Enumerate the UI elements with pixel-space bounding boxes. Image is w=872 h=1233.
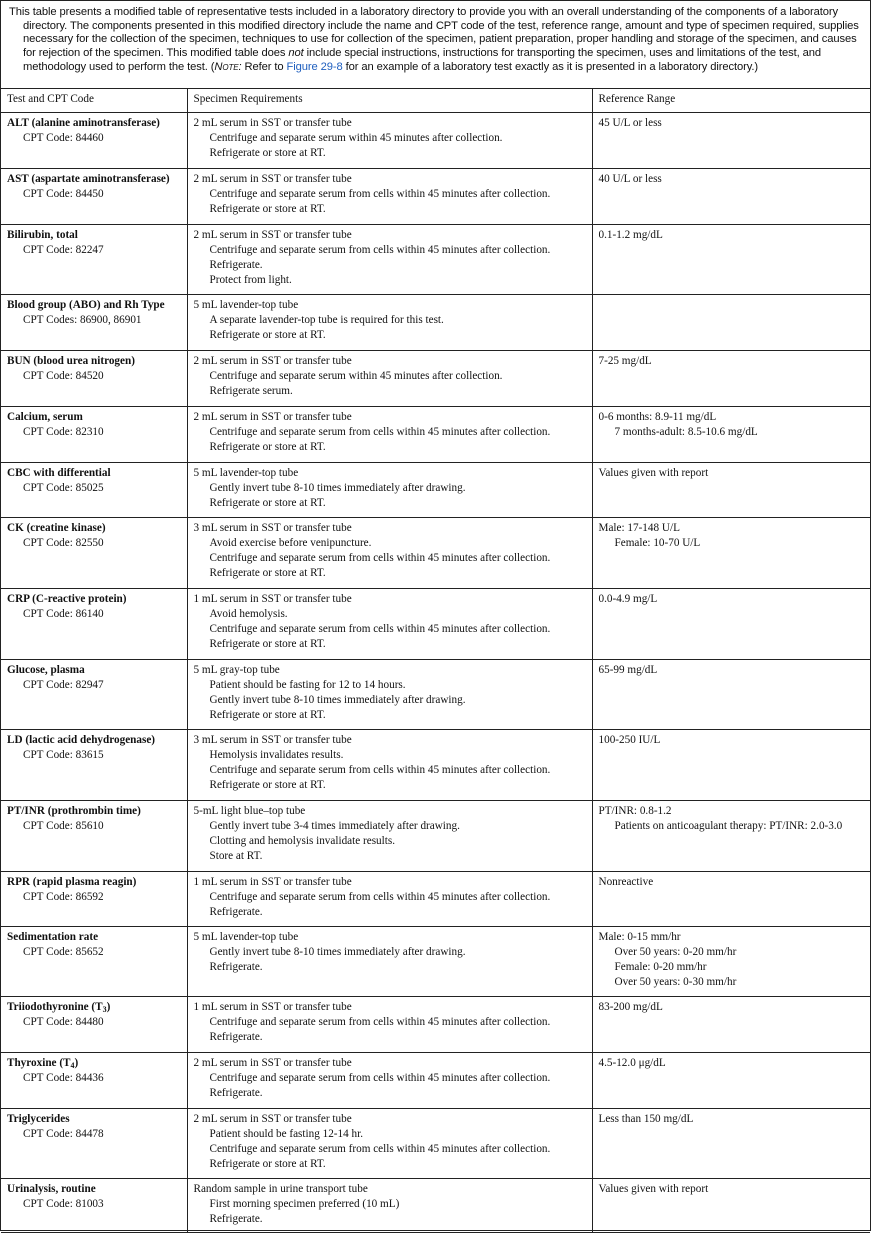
specimen-requirement: Random sample in urine transport tube <box>193 1182 368 1195</box>
test-name-end: ) <box>74 1056 79 1069</box>
specimen-requirement: 2 mL serum in SST or transfer tube <box>193 1112 352 1125</box>
specimen-instruction: Avoid exercise before venipuncture. <box>209 536 372 549</box>
reference-range-value: Male: 0-15 mm/hr <box>598 930 681 943</box>
cpt-code: CPT Code: 85610 <box>23 819 104 832</box>
test-name-text: Urinalysis, routine <box>7 1182 96 1195</box>
specimen-instruction: Refrigerate or store at RT. <box>209 709 326 722</box>
specimen-cell <box>187 1108 592 1178</box>
test-name <box>7 733 187 748</box>
table-row <box>1 800 870 871</box>
test-cell <box>1 294 187 350</box>
specimen-instruction: Refrigerate or store at RT. <box>209 147 326 160</box>
reference-range-value: Male: 17-148 U/L <box>598 521 680 534</box>
reference-range-value: 0.0-4.9 mg/L <box>598 592 658 605</box>
specimen-cell <box>187 729 592 800</box>
table-row <box>1 659 870 729</box>
reference-range-value: PT/INR: 0.8-1.2 <box>598 804 672 817</box>
intro-text-b: include special instructions, instructions for transporting the specimen, uses and limitations of the test, and methodology used to perform the test. ( <box>23 47 821 73</box>
reference-range-cell <box>592 1178 870 1232</box>
table-row <box>1 1178 870 1232</box>
specimen-cell <box>187 224 592 294</box>
reference-range-value: Female: 0-20 mm/hr <box>614 961 707 974</box>
specimen-cell <box>187 588 592 659</box>
specimen-cell <box>187 168 592 224</box>
test-name <box>7 521 187 536</box>
reference-range-value: Values given with report <box>598 1182 709 1195</box>
note-label: Note: <box>214 60 242 73</box>
reference-range-value: Nonreactive <box>598 875 654 888</box>
specimen-cell <box>187 517 592 588</box>
specimen-instruction: Store at RT. <box>209 850 263 863</box>
test-name <box>7 663 187 678</box>
test-cell <box>1 224 187 294</box>
specimen-requirement: 1 mL serum in SST or transfer tube <box>193 875 352 888</box>
test-name-subscript: 3 <box>102 1004 107 1014</box>
specimen-cell <box>187 294 592 350</box>
reference-range-cell <box>592 588 870 659</box>
specimen-instruction: Refrigerate or store at RT. <box>209 497 326 510</box>
reference-range-value: 7 months-adult: 8.5-10.6 mg/dL <box>614 425 758 438</box>
specimen-requirement: 5 mL gray-top tube <box>193 663 280 676</box>
table-row <box>1 871 870 926</box>
reference-range-cell <box>592 168 870 224</box>
table-row <box>1 112 870 168</box>
reference-range-value: Over 50 years: 0-30 mm/hr <box>614 976 737 989</box>
specimen-instruction: Centrifuge and separate serum from cells within 45 minutes after collection. <box>209 425 551 438</box>
specimen-instruction: Refrigerate or store at RT. <box>209 1158 326 1171</box>
specimen-requirement: 2 mL serum in SST or transfer tube <box>193 116 352 129</box>
test-name-text: Blood group (ABO) and Rh Type <box>7 298 165 311</box>
test-name-text: RPR (rapid plasma reagin) <box>7 875 137 888</box>
specimen-instruction: Refrigerate serum. <box>209 385 293 398</box>
specimen-instruction: Centrifuge and separate serum within 45 minutes after collection. <box>209 131 503 144</box>
cpt-code: CPT Code: 84436 <box>23 1071 104 1084</box>
cpt-code: CPT Codes: 86900, 86901 <box>23 313 142 326</box>
header-specimen-requirements: Specimen Requirements <box>187 89 592 112</box>
specimen-requirement: 5-mL light blue–top tube <box>193 804 306 817</box>
test-name-text: ALT (alanine aminotransferase) <box>7 116 160 129</box>
reference-range-value: 100-250 IU/L <box>598 733 661 746</box>
intro-emphasis-not: not <box>288 47 304 60</box>
specimen-requirement: 2 mL serum in SST or transfer tube <box>193 228 352 241</box>
specimen-instruction: Centrifuge and separate serum from cells within 45 minutes after collection. <box>209 890 551 903</box>
reference-range-value: Patients on anticoagulant therapy: PT/INR: 2.0-3.0 <box>614 819 843 832</box>
test-name-text: Sedimentation rate <box>7 930 99 943</box>
test-name <box>7 930 187 945</box>
table-row <box>1 294 870 350</box>
test-name <box>7 592 187 607</box>
specimen-instruction: Gently invert tube 8-10 times immediately after drawing. <box>209 694 466 707</box>
test-cell <box>1 800 187 871</box>
test-name-text: Glucose, plasma <box>7 663 85 676</box>
specimen-requirement: 2 mL serum in SST or transfer tube <box>193 1056 352 1069</box>
specimen-requirement: 2 mL serum in SST or transfer tube <box>193 354 352 367</box>
table-row <box>1 462 870 517</box>
test-name <box>7 1000 187 1015</box>
test-cell <box>1 996 187 1052</box>
test-name-text: CRP (C-reactive protein) <box>7 592 127 605</box>
reference-range-value: 4.5-12.0 μg/dL <box>598 1056 666 1069</box>
table-row <box>1 588 870 659</box>
reference-range-value: Less than 150 mg/dL <box>598 1112 694 1125</box>
specimen-instruction: Refrigerate or store at RT. <box>209 203 326 216</box>
header-test-and-cpt-code: Test and CPT Code <box>1 89 187 112</box>
test-name <box>7 228 187 243</box>
lab-test-table <box>1 89 870 1233</box>
table-row <box>1 926 870 996</box>
test-name-text: Triglycerides <box>7 1112 70 1125</box>
header-reference-range: Reference Range <box>592 89 870 112</box>
cpt-code: CPT Code: 82247 <box>23 243 104 256</box>
test-cell <box>1 1052 187 1108</box>
specimen-requirement: 5 mL lavender-top tube <box>193 930 299 943</box>
test-cell <box>1 406 187 462</box>
specimen-cell <box>187 350 592 406</box>
specimen-instruction: Refrigerate. <box>209 906 263 919</box>
table-body <box>1 112 870 1232</box>
table-row <box>1 1108 870 1178</box>
cpt-code: CPT Code: 84460 <box>23 131 104 144</box>
cpt-code: CPT Code: 82947 <box>23 678 104 691</box>
specimen-instruction: Protect from light. <box>209 274 292 287</box>
cpt-code: CPT Code: 86140 <box>23 607 104 620</box>
specimen-instruction: Hemolysis invalidates results. <box>209 748 344 761</box>
test-name <box>7 410 187 425</box>
specimen-cell <box>187 996 592 1052</box>
reference-range-value: 0.1-1.2 mg/dL <box>598 228 663 241</box>
test-cell <box>1 1178 187 1232</box>
reference-range-cell <box>592 406 870 462</box>
specimen-instruction: Refrigerate. <box>209 1213 263 1226</box>
test-cell <box>1 112 187 168</box>
specimen-instruction: Centrifuge and separate serum from cells within 45 minutes after collection. <box>209 1015 551 1028</box>
cpt-code: CPT Code: 81003 <box>23 1197 104 1210</box>
specimen-requirement: 3 mL serum in SST or transfer tube <box>193 521 352 534</box>
test-cell <box>1 517 187 588</box>
specimen-instruction: Centrifuge and separate serum from cells within 45 minutes after collection. <box>209 623 551 636</box>
cpt-code: CPT Code: 82550 <box>23 536 104 549</box>
specimen-cell <box>187 1178 592 1232</box>
reference-range-cell <box>592 996 870 1052</box>
reference-range-cell <box>592 112 870 168</box>
reference-range-cell <box>592 224 870 294</box>
reference-range-value: Female: 10-70 U/L <box>614 536 701 549</box>
reference-range-cell <box>592 800 870 871</box>
intro-text-c: Refer to <box>241 60 287 73</box>
test-name-text: Calcium, serum <box>7 410 83 423</box>
specimen-cell <box>187 462 592 517</box>
specimen-requirement: 1 mL serum in SST or transfer tube <box>193 592 352 605</box>
specimen-cell <box>187 406 592 462</box>
specimen-instruction: Centrifuge and separate serum from cells within 45 minutes after collection. <box>209 243 551 256</box>
specimen-instruction: Gently invert tube 8-10 times immediately after drawing. <box>209 481 466 494</box>
test-name-text: Triiodothyronine (T <box>7 1000 103 1013</box>
specimen-cell <box>187 800 592 871</box>
test-cell <box>1 588 187 659</box>
intro-text-a: This table presents a modified table of representative tests included in a laboratory directory to provide you with an overall understanding of the components of a laboratory directory. The components presented in this modified directory include the name and CPT code of the test, reference range, amount and type of specimen required, supplies necessary for the collection of the specimen, techniques to use for collection of the specimen, patient preparation, proper handling and storage of the specimen, and causes for rejection of the specimen. This modified table does <box>9 6 859 60</box>
test-cell <box>1 729 187 800</box>
table-row <box>1 1052 870 1108</box>
specimen-instruction: Refrigerate or store at RT. <box>209 441 326 454</box>
table-row <box>1 517 870 588</box>
table-row <box>1 729 870 800</box>
test-cell <box>1 871 187 926</box>
specimen-instruction: Centrifuge and separate serum from cells within 45 minutes after collection. <box>209 187 551 200</box>
specimen-instruction: Patient should be fasting for 12 to 14 hours. <box>209 678 406 691</box>
reference-range-cell <box>592 1052 870 1108</box>
test-cell <box>1 1108 187 1178</box>
test-name-text: CK (creatine kinase) <box>7 521 106 534</box>
intro-text-d: for an example of a laboratory test exactly as it is presented in a laboratory directory.) <box>342 60 759 73</box>
specimen-instruction: Patient should be fasting 12-14 hr. <box>209 1127 363 1140</box>
test-name <box>7 298 187 313</box>
table-row <box>1 168 870 224</box>
specimen-instruction: First morning specimen preferred (10 mL) <box>209 1197 400 1210</box>
test-name-subscript: 4 <box>70 1060 75 1070</box>
specimen-requirement: 3 mL serum in SST or transfer tube <box>193 733 352 746</box>
reference-range-cell <box>592 871 870 926</box>
specimen-requirement: 1 mL serum in SST or transfer tube <box>193 1000 352 1013</box>
cpt-code: CPT Code: 86592 <box>23 890 104 903</box>
intro-paragraph <box>1 1 870 89</box>
specimen-instruction: Centrifuge and separate serum from cells within 45 minutes after collection. <box>209 764 551 777</box>
specimen-instruction: Refrigerate. <box>209 1087 263 1100</box>
specimen-instruction: Centrifuge and separate serum within 45 minutes after collection. <box>209 369 503 382</box>
specimen-requirement: 5 mL lavender-top tube <box>193 298 299 311</box>
test-name-text: CBC with differential <box>7 466 111 479</box>
reference-range-value: Over 50 years: 0-20 mm/hr <box>614 945 737 958</box>
test-name-text: PT/INR (prothrombin time) <box>7 804 141 817</box>
test-name-text: Thyroxine (T <box>7 1056 71 1069</box>
test-name <box>7 804 187 819</box>
test-name <box>7 354 187 369</box>
cpt-code: CPT Code: 83615 <box>23 748 104 761</box>
specimen-cell <box>187 112 592 168</box>
specimen-requirement: 5 mL lavender-top tube <box>193 466 299 479</box>
reference-range-cell <box>592 350 870 406</box>
specimen-instruction: Centrifuge and separate serum from cells within 45 minutes after collection. <box>209 1071 551 1084</box>
specimen-instruction: Gently invert tube 3-4 times immediately after drawing. <box>209 819 460 832</box>
specimen-requirement: 2 mL serum in SST or transfer tube <box>193 172 352 185</box>
specimen-requirement: 2 mL serum in SST or transfer tube <box>193 410 352 423</box>
test-name-text: LD (lactic acid dehydrogenase) <box>7 733 156 746</box>
reference-range-cell <box>592 1108 870 1178</box>
reference-range-cell <box>592 517 870 588</box>
table-row <box>1 406 870 462</box>
reference-range-cell <box>592 462 870 517</box>
cpt-code: CPT Code: 84450 <box>23 187 104 200</box>
specimen-instruction: Centrifuge and separate serum from cells within 45 minutes after collection. <box>209 1143 551 1156</box>
specimen-instruction: A separate lavender-top tube is required for this test. <box>209 313 444 326</box>
specimen-instruction: Refrigerate or store at RT. <box>209 329 326 342</box>
cpt-code: CPT Code: 84520 <box>23 369 104 382</box>
test-cell <box>1 926 187 996</box>
specimen-instruction: Refrigerate. <box>209 961 263 974</box>
specimen-instruction: Gently invert tube 8-10 times immediately after drawing. <box>209 945 466 958</box>
specimen-instruction: Refrigerate. <box>209 1031 263 1044</box>
reference-range-value: 83-200 mg/dL <box>598 1000 663 1013</box>
test-name-end: ) <box>106 1000 111 1013</box>
specimen-cell <box>187 926 592 996</box>
table-row <box>1 224 870 294</box>
test-name-text: AST (aspartate aminotransferase) <box>7 172 170 185</box>
specimen-instruction: Centrifuge and separate serum from cells within 45 minutes after collection. <box>209 552 551 565</box>
reference-range-cell <box>592 926 870 996</box>
test-name <box>7 172 187 187</box>
test-cell <box>1 168 187 224</box>
specimen-cell <box>187 659 592 729</box>
cpt-code: CPT Code: 84480 <box>23 1015 104 1028</box>
reference-range-cell <box>592 659 870 729</box>
test-cell <box>1 350 187 406</box>
figure-link[interactable]: Figure 29-8 <box>286 60 343 73</box>
reference-range-value: 65-99 mg/dL <box>598 663 658 676</box>
cpt-code: CPT Code: 82310 <box>23 425 104 438</box>
specimen-instruction: Avoid hemolysis. <box>209 607 288 620</box>
reference-range-cell <box>592 729 870 800</box>
table-header-row <box>1 89 870 112</box>
specimen-instruction: Clotting and hemolysis invalidate results. <box>209 835 396 848</box>
cpt-code: CPT Code: 84478 <box>23 1127 104 1140</box>
cpt-code: CPT Code: 85025 <box>23 481 104 494</box>
specimen-instruction: Refrigerate or store at RT. <box>209 567 326 580</box>
specimen-instruction: Refrigerate. <box>209 259 263 272</box>
reference-range-cell <box>592 294 870 350</box>
test-cell <box>1 462 187 517</box>
test-name <box>7 1182 187 1197</box>
specimen-cell <box>187 1052 592 1108</box>
specimen-instruction: Refrigerate or store at RT. <box>209 638 326 651</box>
reference-range-value: Values given with report <box>598 466 709 479</box>
test-cell <box>1 659 187 729</box>
test-name-text: Bilirubin, total <box>7 228 78 241</box>
cpt-code: CPT Code: 85652 <box>23 945 104 958</box>
test-name <box>7 875 187 890</box>
specimen-cell <box>187 871 592 926</box>
test-name <box>7 1056 187 1071</box>
table-row <box>1 996 870 1052</box>
test-name <box>7 466 187 481</box>
reference-range-value: 40 U/L or less <box>598 172 662 185</box>
test-name <box>7 1112 187 1127</box>
specimen-instruction: Refrigerate or store at RT. <box>209 779 326 792</box>
table-row <box>1 350 870 406</box>
test-name-text: BUN (blood urea nitrogen) <box>7 354 135 367</box>
reference-range-value: 45 U/L or less <box>598 116 662 129</box>
reference-range-value: 0-6 months: 8.9-11 mg/dL <box>598 410 717 423</box>
reference-range-value: 7-25 mg/dL <box>598 354 652 367</box>
test-name <box>7 116 187 131</box>
